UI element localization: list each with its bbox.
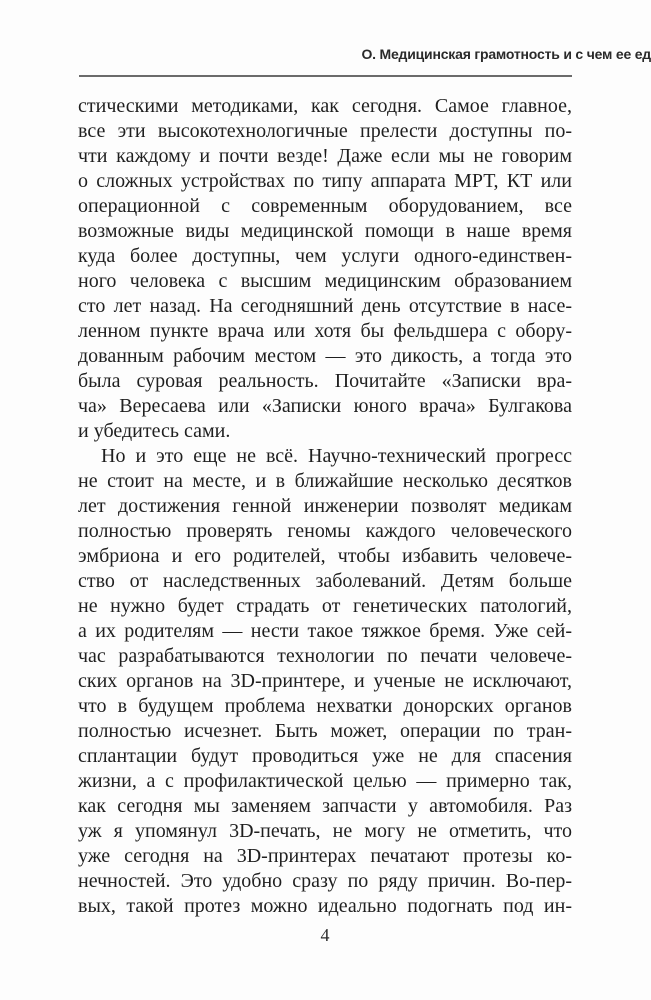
text-line: ство от наследственных заболеваний. Детям больше	[78, 570, 572, 592]
text-line: не нужно будет страдать от генетических патологий,	[78, 595, 572, 617]
text-line: полностью исчезнет. Быть может, операции по тран-	[78, 720, 572, 742]
text-line: и убедитесь сами.	[78, 420, 231, 442]
text-line: полностью проверять геномы каждого человеческого	[78, 520, 572, 542]
text-line: эмбриона и его родителей, чтобы избавить человече-	[78, 545, 572, 567]
text-line: ских органов на 3D-принтере, и ученые не исключают,	[78, 670, 572, 692]
text-line: дованным рабочим местом — это дикость, а тогда это	[78, 345, 572, 367]
text-line: уж я упомянул 3D-печать, не могу не отметить, что	[78, 820, 572, 842]
text-line: куда более доступны, чем услуги одного-единствен-	[78, 245, 572, 267]
text-line: была суровая реальность. Почитайте «Записки вра-	[78, 370, 572, 392]
page-number: 4	[320, 925, 330, 945]
text-line: чти каждому и почти везде! Даже если мы не говорим	[78, 145, 572, 167]
text-line: час разрабатываются технологии по печати человече-	[78, 645, 572, 667]
text-line: ленном пункте врача или хотя бы фельдшера с обору-	[78, 320, 572, 342]
text-line: о сложных устройствах по типу аппарата МРТ, КТ или	[78, 170, 572, 192]
running-header: О. Медицинская грамотность и с чем ее ед	[361, 46, 651, 62]
text-line: стическими методиками, как сегодня. Самое главное,	[78, 95, 572, 117]
text-line: а их родителям — нести такое тяжкое бремя. Уже сей-	[78, 620, 572, 642]
text-line: что в будущем проблема нехватки донорских органов	[78, 695, 572, 717]
text-line: нечностей. Это удобно сразу по ряду причин. Во-пер-	[78, 870, 572, 892]
text-line: лет достижения генной инженерии позволят медикам	[78, 495, 572, 517]
text-line: ча» Вересаева или «Записки юного врача» Булгакова	[78, 395, 572, 417]
text-line: операционной с современным оборудованием, все	[78, 195, 572, 217]
text-line: возможные виды медицинской помощи в наше время	[78, 220, 572, 242]
text-line: не стоит на месте, и в ближайшие несколько десятков	[78, 470, 572, 492]
text-line: сто лет назад. На сегодняшний день отсутствие в насе-	[78, 295, 572, 317]
header-rule	[79, 75, 572, 77]
text-line: Но и это еще не всё. Научно-технический прогресс	[101, 445, 572, 467]
page-text	[78, 94, 572, 919]
text-line: жизни, а с профилактической целью — примерно так,	[78, 770, 572, 792]
text-line: как сегодня мы заменяем запчасти у автомобиля. Раз	[78, 795, 572, 817]
text-line: все эти высокотехнологичные прелести доступны по-	[78, 120, 572, 142]
text-line: ного человека с высшим медицинским образованием	[78, 270, 572, 292]
text-line: сплантации будут проводиться уже не для спасения	[78, 745, 572, 767]
text-line: вых, такой протез можно идеально подогнать под ин-	[78, 895, 572, 917]
text-line: уже сегодня на 3D-принтерах печатают протезы ко-	[78, 845, 572, 867]
